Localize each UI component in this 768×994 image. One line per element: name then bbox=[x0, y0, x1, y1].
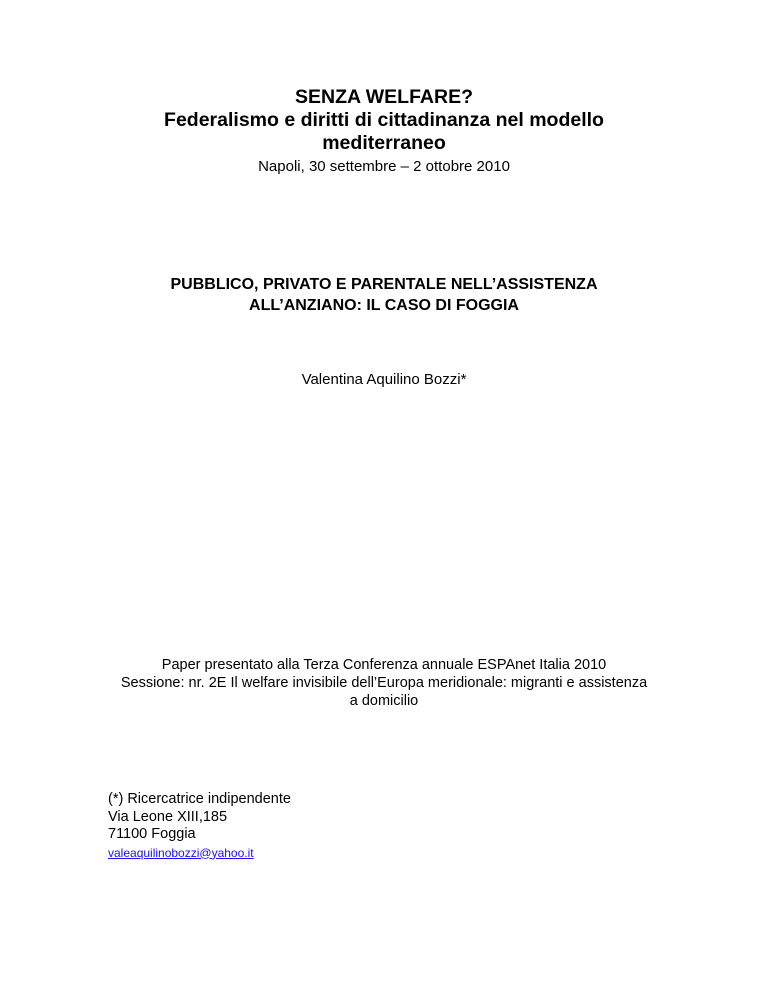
paper-title-line-1: PUBBLICO, PRIVATO E PARENTALE NELL’ASSISTENZA bbox=[170, 276, 598, 293]
paper-title-line-2: ALL’ANZIANO: IL CASO DI FOGGIA bbox=[249, 297, 519, 314]
conference-title-line-1: SENZA WELFARE? bbox=[294, 86, 474, 108]
presentation-note bbox=[0, 656, 768, 710]
author-address bbox=[108, 791, 291, 861]
author-affiliation: (*) Ricercatrice indipendente bbox=[108, 791, 291, 807]
presentation-line-2: Sessione: nr. 2E Il welfare invisibile dell’Europa meridionale: migranti e assistenza bbox=[120, 675, 648, 691]
email-link[interactable]: valeaquilinobozzi@yahoo.it bbox=[108, 845, 254, 860]
address-city: 71100 Foggia bbox=[108, 826, 196, 842]
conference-title bbox=[0, 86, 768, 155]
address-street: Via Leone XIII,185 bbox=[108, 808, 228, 825]
conference-title-line-3: mediterraneo bbox=[322, 132, 446, 154]
presentation-line-3: a domicilio bbox=[349, 693, 419, 709]
conference-date-place: Napoli, 30 settembre – 2 ottobre 2010 bbox=[258, 158, 510, 175]
author-name: Valentina Aquilino Bozzi* bbox=[301, 371, 467, 388]
paper-title bbox=[0, 274, 768, 316]
presentation-line-1: Paper presentato alla Terza Conferenza annuale ESPAnet Italia 2010 bbox=[161, 657, 607, 673]
conference-title-line-2: Federalismo e diritti di cittadinanza nel modello bbox=[164, 109, 604, 131]
